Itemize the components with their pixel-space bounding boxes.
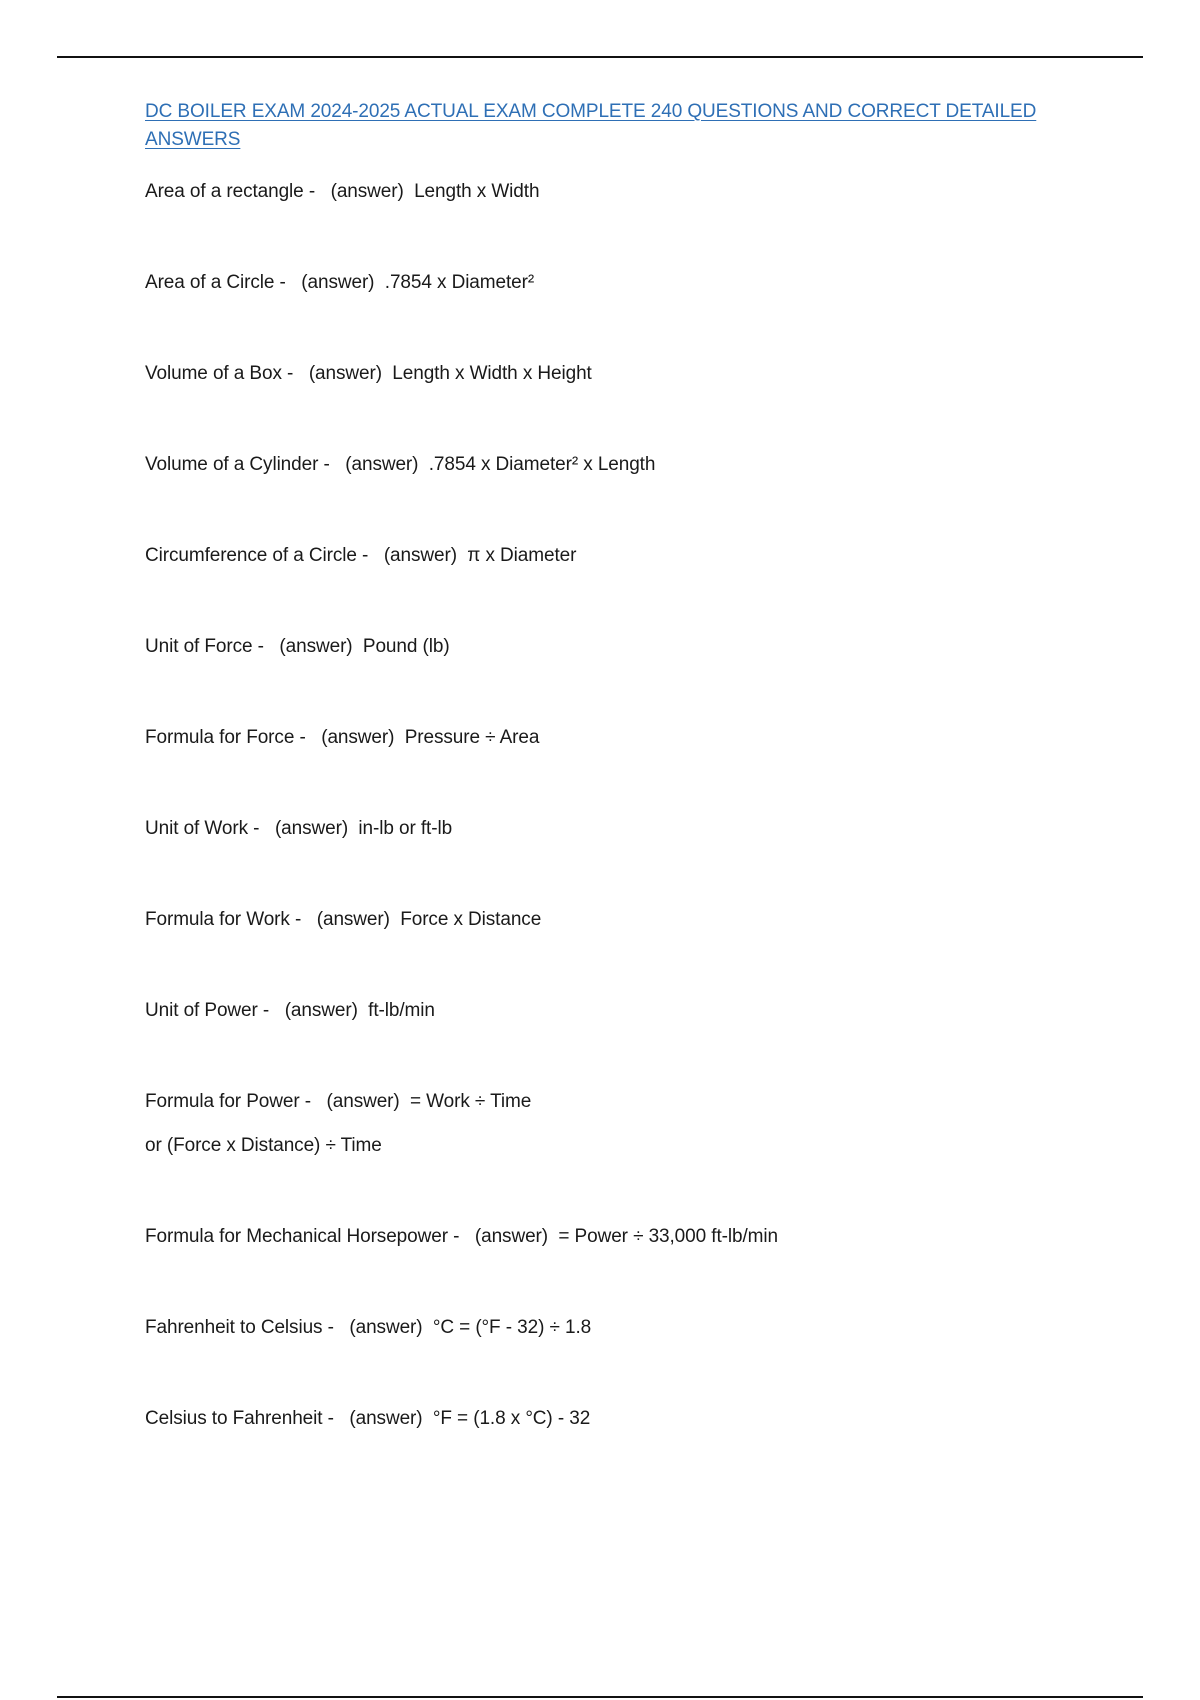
question-separator: - [281, 363, 294, 384]
qa-list [145, 178, 1065, 1433]
answer-tag: (answer) [274, 818, 349, 839]
answer-tag: (answer) [383, 545, 457, 566]
answer-tag: (answer) [326, 1091, 400, 1112]
header-rule [57, 56, 1143, 58]
question-text: Volume of a Cylinder [145, 454, 319, 475]
qa-item [145, 1088, 1065, 1160]
answer-text: ft-lb/min [368, 1000, 435, 1021]
qa-item [145, 724, 1065, 752]
qa-item [145, 906, 1065, 934]
question-text: Celsius to Fahrenheit [145, 1408, 323, 1429]
document-body [145, 98, 1065, 1496]
question-text: Circumference of a Circle [145, 545, 357, 566]
qa-item [145, 542, 1065, 570]
answer-text: π x Diameter [467, 545, 577, 566]
question-separator: - [322, 1317, 334, 1338]
qa-item [145, 178, 1065, 206]
question-separator: - [303, 181, 316, 202]
answer-text: Pound (lb) [362, 636, 450, 657]
qa-item [145, 633, 1065, 661]
question-text: Unit of Work [145, 818, 248, 839]
footer-rule [57, 1696, 1143, 1698]
question-separator: - [299, 1091, 311, 1112]
answer-tag: (answer) [279, 636, 353, 657]
qa-item [145, 815, 1065, 843]
answer-continuation: or (Force x Distance) ÷ Time [145, 1135, 382, 1156]
question-separator: - [447, 1226, 460, 1247]
question-text: Formula for Force [145, 727, 295, 748]
answer-tag: (answer) [349, 1408, 423, 1429]
question-text: Unit of Power [145, 1000, 258, 1021]
answer-tag: (answer) [330, 181, 404, 202]
answer-tag: (answer) [321, 727, 395, 748]
answer-text: in-lb or ft-lb [358, 818, 453, 839]
qa-item [145, 269, 1065, 297]
question-text: Area of a rectangle [145, 181, 304, 202]
question-separator: - [289, 909, 302, 930]
question-separator: - [318, 454, 330, 475]
document-title-link[interactable]: DC BOILER EXAM 2024-2025 ACTUAL EXAM COMPLETE 240 QUESTIONS AND CORRECT DETAILED ANSWERS [145, 101, 1037, 150]
question-separator: - [247, 818, 260, 839]
answer-text: °F = (1.8 x °C) - 32 [432, 1408, 591, 1429]
answer-text: = Power ÷ 33,000 ft-lb/min [558, 1226, 778, 1247]
qa-item [145, 360, 1065, 388]
question-separator: - [252, 636, 264, 657]
answer-tag: (answer) [474, 1226, 548, 1247]
answer-text: .7854 x Diameter² [384, 272, 535, 293]
answer-text: Force x Distance [400, 909, 542, 930]
qa-item [145, 997, 1065, 1025]
answer-text: Pressure ÷ Area [404, 727, 540, 748]
answer-text: °C = (°F - 32) ÷ 1.8 [432, 1317, 592, 1338]
question-text: Formula for Mechanical Horsepower [145, 1226, 448, 1247]
qa-item [145, 1405, 1065, 1433]
question-separator: - [274, 272, 286, 293]
qa-item [145, 1314, 1065, 1342]
answer-text: = Work ÷ Time [410, 1091, 532, 1112]
question-separator: - [294, 727, 306, 748]
answer-text: Length x Width [414, 181, 540, 202]
answer-tag: (answer) [308, 363, 382, 384]
question-separator: - [257, 1000, 270, 1021]
question-text: Formula for Power [145, 1091, 300, 1112]
answer-tag: (answer) [284, 1000, 358, 1021]
question-text: Area of a Circle [145, 272, 275, 293]
answer-tag: (answer) [301, 272, 375, 293]
question-text: Fahrenheit to Celsius [145, 1317, 323, 1338]
question-separator: - [356, 545, 369, 566]
answer-text: Length x Width x Height [392, 363, 592, 384]
answer-tag: (answer) [345, 454, 419, 475]
answer-tag: (answer) [316, 909, 390, 930]
question-separator: - [322, 1408, 334, 1429]
qa-item [145, 451, 1065, 479]
answer-text: .7854 x Diameter² x Length [428, 454, 656, 475]
question-text: Unit of Force [145, 636, 253, 657]
question-text: Volume of a Box [145, 363, 282, 384]
qa-item [145, 1223, 1065, 1251]
answer-tag: (answer) [349, 1317, 423, 1338]
question-text: Formula for Work [145, 909, 290, 930]
